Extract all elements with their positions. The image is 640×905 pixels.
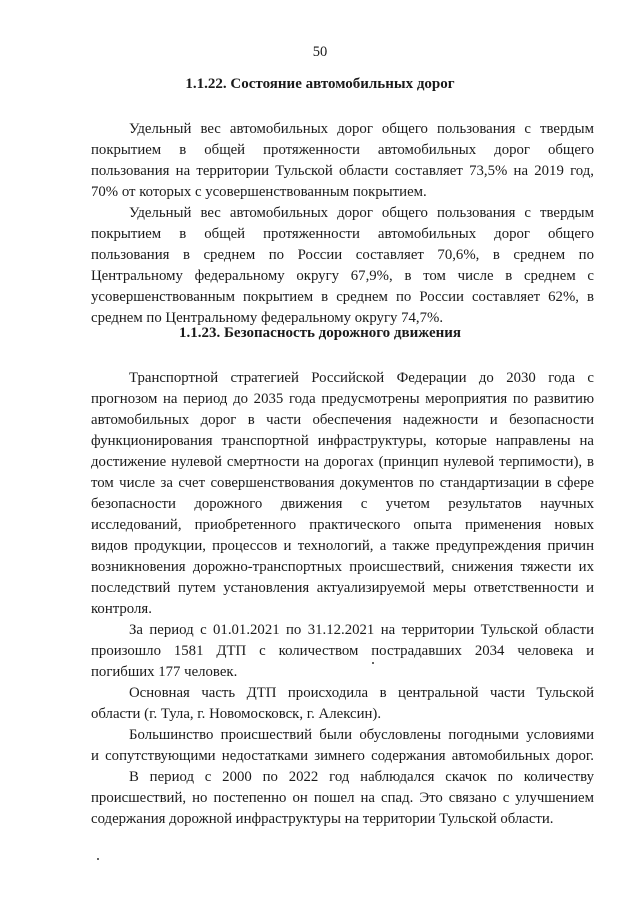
text-line: Центральному федеральному округу 67,9%, в том числе в среднем с [91, 268, 594, 284]
text-line: прогнозом на период до 2035 года предусмотрены мероприятия по развитию [91, 391, 594, 407]
text-line: контроля. [91, 601, 152, 617]
text-line: автомобильных дорог в части обеспечения надежности и безопасности [91, 412, 594, 428]
text-line: усовершенствованным покрытием в среднем по России составляет 62%, в [91, 289, 594, 305]
text-line: исследований, приобретенного практического опыта применения новых [91, 517, 594, 533]
scan-speck [372, 662, 374, 664]
text-line: видов продукции, процессов и технологий, а также предупреждения причин [91, 538, 594, 554]
text-line: покрытием в общей протяженности автомобильных дорог общего [91, 142, 594, 158]
section-heading-road-condition: 1.1.22. Состояние автомобильных дорог [185, 76, 455, 92]
text-line: достижение нулевой смертности на дорогах (принцип нулевой терпимости), в [91, 454, 594, 470]
text-line: безопасности дорожного движения с учетом результатов научных [91, 496, 594, 512]
text-line: происшествий, но постепенно он пошел на спад. Это связано с улучшением [91, 790, 594, 806]
text-line: среднем по Центральному федеральному округу 74,7%. [91, 310, 444, 326]
text-line: пользования в среднем по России составляет 70,6%, в среднем по [91, 247, 594, 263]
text-line: Удельный вес автомобильных дорог общего пользования с твердым [129, 121, 594, 137]
text-line: функционирования транспортной инфраструктуры, которые направлены на [91, 433, 594, 449]
text-line: области (г. Тула, г. Новомосковск, г. Алексин). [91, 706, 382, 722]
text-line: За период с 01.01.2021 по 31.12.2021 на территории Тульской области [129, 622, 594, 638]
text-line: пользования на территории Тульской области составляет 73,5% на 2019 год, [91, 163, 594, 179]
text-line: Удельный вес автомобильных дорог общего пользования с твердым [129, 205, 594, 221]
text-line: 70% от которых с усовершенствованным покрытием. [91, 184, 427, 200]
text-line: погибших 177 человек. [91, 664, 238, 680]
scan-speck [97, 858, 99, 860]
text-line: последствий путем установления актуализируемой меры ответственности и [91, 580, 594, 596]
text-line: Большинство происшествий были обусловлены погодными условиями [129, 727, 594, 743]
text-line: возникновения дорожно-транспортных происшествий, снижения тяжести их [91, 559, 594, 575]
text-line: покрытием в общей протяженности автомобильных дорог общего [91, 226, 594, 242]
text-line: произошло 1581 ДТП с количеством пострадавших 2034 человека и [91, 643, 594, 659]
text-line: В период с 2000 по 2022 год наблюдался скачок по количеству [129, 769, 594, 785]
text-line: том числе за счет совершенствования документов по стандартизации в сфере [91, 475, 594, 491]
section-heading-road-safety: 1.1.23. Безопасность дорожного движения [179, 325, 461, 341]
page-number: 50 [312, 44, 328, 60]
text-line: содержания дорожной инфраструктуры на территории Тульской области. [91, 811, 554, 827]
text-line: и сопутствующими недостатками зимнего содержания автомобильных дорог. [91, 748, 594, 764]
text-line: Основная часть ДТП происходила в центральной части Тульской [129, 685, 594, 701]
text-line: Транспортной стратегией Российской Федерации до 2030 года с [129, 370, 594, 386]
